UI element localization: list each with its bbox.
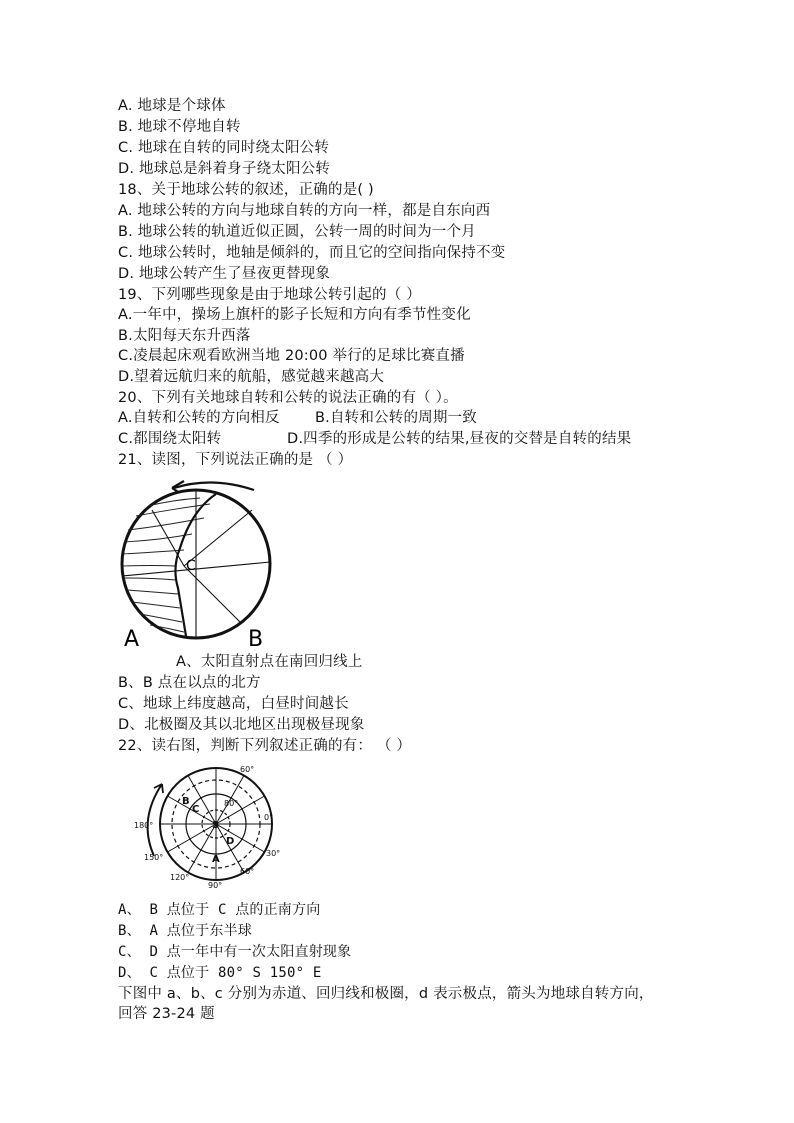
lon-label-150: 150° bbox=[144, 853, 164, 862]
q20-stem: 20、下列有关地球自转和公转的说法正确的有（ ）。 bbox=[118, 390, 458, 406]
q22-option-a: A、 B 点位于 C 点的正南方向 bbox=[118, 902, 321, 918]
point-a: A bbox=[212, 854, 220, 865]
q21-option-b: B、B 点在以点的北方 bbox=[118, 675, 261, 691]
q20-option-d: D.四季的形成是公转的结果,昼夜的交替是自转的结果 bbox=[287, 431, 632, 447]
q17-option-d: D. 地球总是斜着身子绕太阳公转 bbox=[118, 161, 331, 177]
lon-label-180: 180° bbox=[134, 821, 154, 830]
q18-option-d: D. 地球公转产生了昼夜更替现象 bbox=[118, 266, 331, 282]
q22-polar-figure bbox=[132, 760, 282, 890]
lon-label-60-br: 60° bbox=[240, 867, 255, 876]
point-c: C bbox=[192, 804, 200, 815]
q22-stem: 22、读右图，判断下列叙述正确的有： （ ） bbox=[118, 738, 412, 754]
figure-label-a: A bbox=[124, 627, 140, 650]
q18-option-a: A. 地球公转的方向与地球自转的方向一样，都是自东向西 bbox=[118, 203, 491, 219]
q18-option-c: C. 地球公转时，地轴是倾斜的，而且它的空间指向保持不变 bbox=[118, 245, 506, 261]
q21-option-c: C、地球上纬度越高，白昼时间越长 bbox=[118, 696, 349, 712]
q19-option-c: C.凌晨起床观看欧洲当地 20:00 举行的足球比赛直播 bbox=[118, 348, 465, 364]
point-s: S bbox=[212, 820, 220, 831]
q20-option-c: C.都围绕太阳转 bbox=[118, 431, 222, 447]
q17-option-a: A. 地球是个球体 bbox=[118, 98, 226, 114]
q21-option-d: D、北极圈及其以北地区出现极昼现象 bbox=[118, 717, 365, 733]
q22-option-b: B、 A 点位于东半球 bbox=[118, 923, 252, 939]
q21-stem: 21、读图，下列说法正确的是 （ ） bbox=[118, 452, 353, 468]
q22-option-d: D、 C 点位于 80° S 150° E bbox=[118, 965, 322, 981]
q17-option-b: B. 地球不停地自转 bbox=[118, 119, 241, 135]
q22-option-c: C、 D 点一年中有一次太阳直射现象 bbox=[118, 944, 352, 960]
lon-label-90-bottom: 90° bbox=[208, 881, 223, 890]
q21-option-a: A、太阳直射点在南回归线上 bbox=[176, 654, 363, 670]
q19-option-d: D.望着远航归来的航船，感觉越来越高大 bbox=[118, 369, 385, 385]
point-d: D bbox=[226, 836, 235, 847]
q20-option-b: B.自转和公转的周期一致 bbox=[315, 410, 477, 426]
lon-label-120: 120° bbox=[170, 873, 190, 882]
q18-option-b: B. 地球公转的轨道近似正圆，公转一周的时间为一个月 bbox=[118, 224, 476, 240]
q19-stem: 19、下列哪些现象是由于地球公转引起的（ ） bbox=[118, 287, 421, 303]
lon-label-0: 0° bbox=[264, 813, 274, 822]
intro-line-1: 下图中 a、b、c 分别为赤道、回归线和极圈，d 表示极点，箭头为地球自转方向， bbox=[118, 986, 654, 1002]
lon-label-80: 80° bbox=[224, 799, 239, 808]
figure-label-b: B bbox=[248, 627, 264, 650]
point-b: B bbox=[182, 796, 190, 807]
q20-option-a: A.自转和公转的方向相反 bbox=[118, 410, 280, 426]
lon-label-60-top: 60° bbox=[240, 765, 255, 774]
rotation-arrow-icon bbox=[174, 482, 254, 490]
q19-option-b: B.太阳每天东升西落 bbox=[118, 328, 251, 344]
lon-label-30: 30° bbox=[266, 849, 281, 858]
intro-line-2: 回答 23-24 题 bbox=[118, 1006, 215, 1022]
q18-stem: 18、关于地球公转的叙述，正确的是( ) bbox=[118, 182, 374, 198]
q21-globe-figure bbox=[112, 470, 282, 650]
q19-option-a: A.一年中，操场上旗杆的影子长短和方向有季节性变化 bbox=[118, 307, 471, 323]
q17-option-c: C. 地球在自转的同时绕太阳公转 bbox=[118, 140, 330, 156]
figure-label-c: C bbox=[186, 558, 196, 574]
